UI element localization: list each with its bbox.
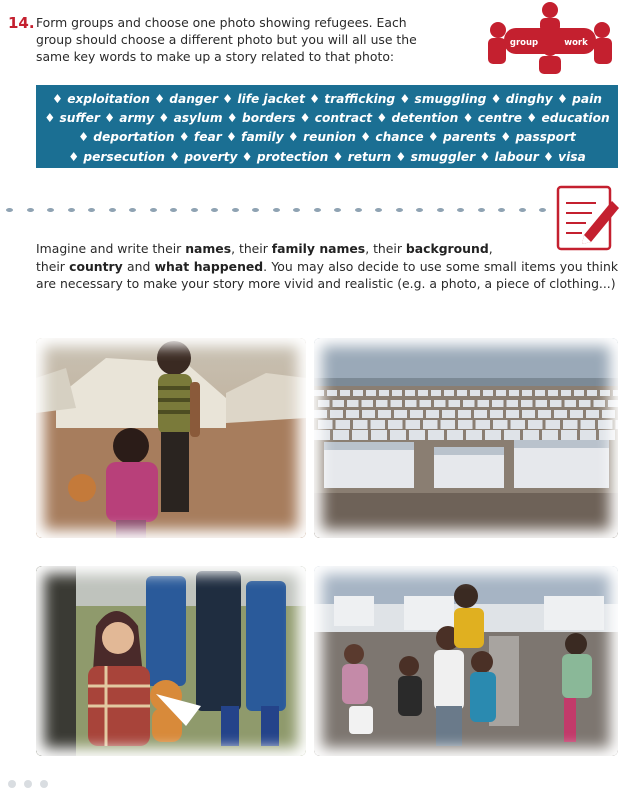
divider-dot — [457, 208, 464, 212]
keyword-country: country — [69, 258, 123, 274]
shelter — [336, 420, 351, 429]
divider-dot — [27, 208, 34, 212]
shelter — [586, 410, 599, 418]
shelter — [428, 430, 444, 440]
shelter — [447, 430, 463, 440]
shelter — [587, 390, 597, 396]
shelter — [506, 410, 519, 418]
shelter — [410, 410, 423, 418]
divider-dot — [6, 208, 13, 212]
divider-dot — [437, 208, 444, 212]
keywords-box — [36, 85, 618, 168]
shelter — [561, 430, 577, 440]
shelter — [523, 430, 539, 440]
shelter — [366, 390, 376, 396]
shelter — [352, 430, 368, 440]
keyword-names: names — [185, 241, 232, 256]
shelter — [371, 420, 386, 429]
shelter — [390, 430, 406, 440]
shelter — [362, 400, 374, 407]
divider-dot — [170, 208, 177, 212]
shelter — [346, 410, 359, 418]
shelter — [463, 400, 475, 407]
group-label: group — [509, 38, 539, 48]
shelter — [535, 390, 545, 396]
photo-girl-with-teddy — [36, 566, 306, 756]
shelter — [528, 420, 543, 429]
shelter — [522, 390, 532, 396]
keywords-line-2: ♦ suffer ♦ army ♦ asylum ♦ borders ♦ contract ♦ detention ♦ centre ♦ education — [44, 111, 610, 126]
shelter — [600, 390, 610, 396]
shelter — [330, 410, 343, 418]
divider-dot — [273, 208, 280, 212]
shelter — [490, 410, 503, 418]
writing-prompt — [36, 240, 618, 293]
shelter — [434, 400, 446, 407]
shelter — [483, 390, 493, 396]
photo-children-water-tap — [314, 566, 618, 756]
divider-dot — [47, 208, 54, 212]
group-work-icon — [482, 0, 618, 74]
shelter — [442, 410, 455, 418]
shelter — [426, 410, 439, 418]
shelter — [522, 410, 535, 418]
shelter — [478, 400, 490, 407]
shelter — [388, 420, 403, 429]
prompt-text: Imagine and write their — [36, 241, 186, 256]
shelter — [333, 400, 345, 407]
shelter — [362, 410, 375, 418]
prompt-text: and — [122, 258, 155, 274]
divider-dot — [68, 208, 75, 212]
shelter — [554, 410, 567, 418]
shelter — [458, 420, 473, 429]
prompt-text: . You may also decide to use some small items you think are necessary to make your story more vivid and realistic (e.g. a photo, a piece of clothing...) — [36, 258, 618, 291]
divider-dot — [314, 208, 321, 212]
shelter — [511, 420, 526, 429]
divider-dot — [150, 208, 157, 212]
shelter — [409, 430, 425, 440]
shelter — [449, 400, 461, 407]
dotted-divider — [0, 205, 560, 219]
prompt-text: , their — [231, 241, 272, 256]
shelter — [406, 420, 421, 429]
instruction-line-3: same key words to make up a story related to that photo: — [36, 49, 395, 64]
shelter — [318, 400, 330, 407]
shelter — [496, 390, 506, 396]
shelter — [314, 430, 330, 440]
divider-dot — [478, 208, 485, 212]
shelter — [394, 410, 407, 418]
shelter — [613, 390, 618, 396]
exercise-number: 14. — [8, 14, 35, 32]
shelter — [457, 390, 467, 396]
shelter — [405, 400, 417, 407]
keywords-line-4: ♦ persecution ♦ poverty ♦ protection ♦ return ♦ smuggler ♦ labour ♦ visa — [68, 149, 586, 164]
shelter — [565, 400, 577, 407]
shelter — [485, 430, 501, 440]
shelter — [423, 420, 438, 429]
prompt-text: their — [36, 258, 70, 274]
shelter — [521, 400, 533, 407]
instruction-line-1: Form groups and choose one photo showing refugees. Each — [36, 15, 407, 30]
shelter — [598, 420, 613, 429]
work-label: work — [564, 38, 588, 48]
shelter — [536, 400, 548, 407]
shelter — [581, 420, 596, 429]
shelter — [327, 390, 337, 396]
shelter — [509, 390, 519, 396]
divider-dot — [519, 208, 526, 212]
prompt-text: , their — [365, 241, 406, 256]
shelter — [314, 390, 324, 396]
shelter — [379, 390, 389, 396]
shelter — [599, 430, 615, 440]
divider-dot — [252, 208, 259, 212]
shelter — [563, 420, 578, 429]
prompt-text: , — [488, 241, 493, 256]
divider-dot — [396, 208, 403, 212]
shelter — [616, 420, 619, 429]
shelter — [378, 410, 391, 418]
shelter — [347, 400, 359, 407]
divider-dot — [539, 208, 546, 212]
shelter — [420, 400, 432, 407]
shelter — [542, 430, 558, 440]
shelter — [608, 400, 618, 407]
shelter — [570, 410, 583, 418]
shelter — [476, 420, 491, 429]
shelter — [574, 390, 584, 396]
shelter — [405, 390, 415, 396]
shelter — [353, 420, 368, 429]
keyword-what-happened: what happened — [154, 258, 264, 274]
keyword-family-names: family names — [271, 241, 366, 256]
divider-dot — [334, 208, 341, 212]
shelter — [314, 410, 327, 418]
shelter — [333, 430, 349, 440]
divider-dot — [88, 208, 95, 212]
divider-dot — [191, 208, 198, 212]
shelter — [458, 410, 471, 418]
shelter — [546, 420, 561, 429]
shelter — [470, 390, 480, 396]
photo-camp-shelters — [314, 338, 618, 538]
shelter — [538, 410, 551, 418]
divider-dot — [211, 208, 218, 212]
photo-children-walking — [36, 338, 306, 538]
shelter — [376, 400, 388, 407]
shelter — [441, 420, 456, 429]
divider-dot — [109, 208, 116, 212]
shelter — [353, 390, 363, 396]
footer-dots — [2, 776, 82, 790]
divider-dot — [232, 208, 239, 212]
shelter — [493, 420, 508, 429]
exercise-instruction — [36, 14, 456, 65]
divider-dot — [355, 208, 362, 212]
keywords-line-3: ♦ deportation ♦ fear ♦ family ♦ reunion ♦ chance ♦ parents ♦ passport — [78, 130, 576, 145]
shelter — [580, 430, 596, 440]
shelter — [550, 400, 562, 407]
shelter — [561, 390, 571, 396]
shelter — [371, 430, 387, 440]
shelter — [507, 400, 519, 407]
shelter — [431, 390, 441, 396]
divider-dot — [498, 208, 505, 212]
shelter — [504, 430, 520, 440]
shelter — [602, 410, 615, 418]
divider-dot — [375, 208, 382, 212]
divider-dot — [129, 208, 136, 212]
shelter — [594, 400, 606, 407]
shelter — [340, 390, 350, 396]
shelter — [318, 420, 333, 429]
shelter — [391, 400, 403, 407]
keywords-line-1: ♦ exploitation ♦ danger ♦ life jacket ♦ trafficking ♦ smuggling ♦ dinghy ♦ pain — [52, 92, 602, 106]
shelter — [444, 390, 454, 396]
shelter — [579, 400, 591, 407]
shelter — [418, 390, 428, 396]
divider-dot — [293, 208, 300, 212]
keyword-background: background — [405, 241, 489, 256]
instruction-line-2: group should choose a different photo but you will all use the — [36, 32, 417, 47]
divider-dot — [416, 208, 423, 212]
shelter — [466, 430, 482, 440]
shelter — [474, 410, 487, 418]
shelter — [492, 400, 504, 407]
shelter — [548, 390, 558, 396]
shelter — [392, 390, 402, 396]
